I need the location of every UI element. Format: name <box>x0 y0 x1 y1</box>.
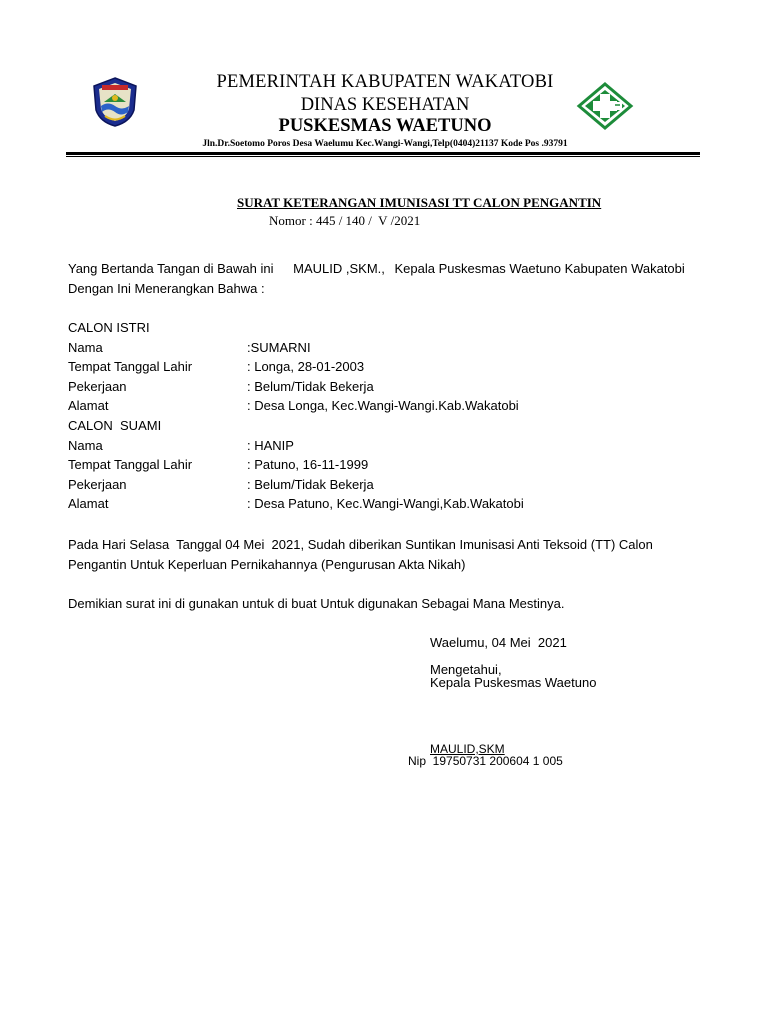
groom-address-value: : Desa Patuno, Kec.Wangi-Wangi,Kab.Wakatobi <box>247 496 524 511</box>
groom-address-label: Alamat <box>68 496 109 511</box>
letterhead-rule-thin <box>66 156 700 157</box>
signature-nip: Nip 19750731 200604 1 005 <box>408 754 563 768</box>
statement-line-2: Pengantin Untuk Keperluan Pernikahannya (Pengurusan Akta Nikah) <box>68 557 466 572</box>
signer-name: MAULID ,SKM., <box>293 261 385 276</box>
signature-position: Kepala Puskesmas Waetuno <box>430 675 597 690</box>
bride-name-label: Nama <box>68 340 103 355</box>
statement-line-1: Pada Hari Selasa Tanggal 04 Mei 2021, Sudah diberikan Suntikan Imunisasi Anti Teksoid (TT) Calon <box>68 537 653 552</box>
groom-birth-value: : Patuno, 16-11-1999 <box>247 457 369 472</box>
letterhead-address: Jln.Dr.Soetomo Poros Desa Waelumu Kec.Wangi-Wangi,Telp(0404)21137 Kode Pos .93791 <box>202 139 568 149</box>
bride-address-label: Alamat <box>68 398 109 413</box>
signature-place-date: Waelumu, 04 Mei 2021 <box>430 635 567 650</box>
bride-birth-value: : Longa, 28-01-2003 <box>247 359 365 374</box>
closing-text: Demikian surat ini di gunakan untuk di buat Untuk digunakan Sebagai Mana Mestinya. <box>68 596 565 611</box>
intro-line-2: Dengan Ini Menerangkan Bahwa : <box>68 281 265 296</box>
puskesmas-logo <box>576 82 634 130</box>
groom-name-value: : HANIP <box>247 438 294 453</box>
groom-job-label: Pekerjaan <box>68 477 127 492</box>
signature-acknowledged: Mengetahui, <box>430 662 502 677</box>
bride-name-value: :SUMARNI <box>247 340 311 355</box>
bride-job-label: Pekerjaan <box>68 379 127 394</box>
letterhead-government: PEMERINTAH KABUPATEN WAKATOBI <box>216 72 554 92</box>
intro-suffix: Kepala Puskesmas Waetuno Kabupaten Wakatobi <box>394 261 685 276</box>
groom-job-value: : Belum/Tidak Bekerja <box>247 477 374 492</box>
groom-birth-label: Tempat Tanggal Lahir <box>68 457 193 472</box>
groom-name-label: Nama <box>68 438 103 453</box>
bride-birth-label: Tempat Tanggal Lahir <box>68 359 193 374</box>
letterhead-rule-thick <box>66 152 700 155</box>
document-number: Nomor : 445 / 140 / V /2021 <box>269 213 421 228</box>
bride-heading: CALON ISTRI <box>68 320 150 335</box>
intro-line-1 <box>68 260 685 278</box>
groom-heading: CALON SUAMI <box>68 418 162 433</box>
signature-name: MAULID,SKM <box>430 742 505 756</box>
intro-prefix: Yang Bertanda Tangan di Bawah ini <box>68 261 274 276</box>
letterhead-department: DINAS KESEHATAN <box>300 95 470 115</box>
bride-job-value: : Belum/Tidak Bekerja <box>247 379 374 394</box>
bride-address-value: : Desa Longa, Kec.Wangi-Wangi.Kab.Wakatobi <box>247 398 519 413</box>
regency-emblem-logo <box>90 76 140 128</box>
document-title: SURAT KETERANGAN IMUNISASI TT CALON PENGANTIN <box>237 195 602 210</box>
letterhead-puskesmas: PUSKESMAS WAETUNO <box>278 116 492 136</box>
